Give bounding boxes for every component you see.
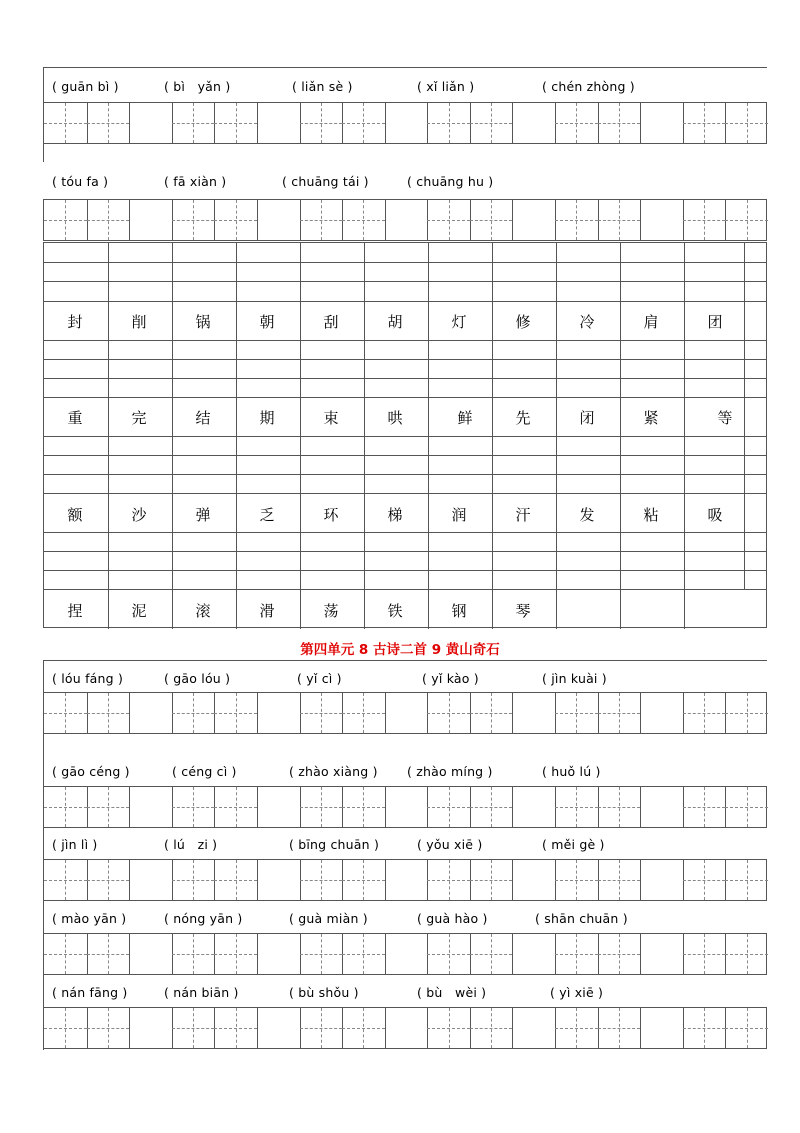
tianzige-box[interactable] [172,934,215,974]
tianzige-box[interactable] [555,1008,598,1048]
tianzige-box[interactable] [300,860,343,900]
table-char: 朝 [259,313,275,331]
table-char: 重 [67,409,83,427]
tianzige-box[interactable] [44,1008,87,1048]
pinyin-label: ( fā xiàn ) [164,174,227,189]
pinyin-label: ( yì xiē ) [550,985,604,1000]
tianzige-box[interactable] [87,693,130,733]
tianzige-box[interactable] [300,200,343,240]
table-char: 刮 [323,313,339,331]
grid-divider [512,200,513,240]
table-char: 弹 [195,506,211,524]
grid-divider [385,934,386,974]
pinyin-label: ( lóu fáng ) [52,671,124,686]
grid-divider [512,934,513,974]
character-table [43,242,767,628]
pinyin-label: ( tóu fa ) [52,174,109,189]
pinyin-label: ( jìn lì ) [52,837,98,852]
grid-divider [257,200,258,240]
tianzige-box[interactable] [87,103,130,143]
tianzige-box[interactable] [87,1008,130,1048]
tianzige-box[interactable] [342,787,385,827]
top-border-line [43,67,767,68]
table-column-rule [744,243,745,589]
grid-divider [385,1008,386,1048]
tianzige-box[interactable] [214,787,257,827]
table-rule [44,532,766,533]
table-column-rule [620,243,621,629]
grid-divider [257,787,258,827]
pinyin-label: ( bù wèi ) [417,985,487,1000]
tianzige-box[interactable] [87,787,130,827]
tianzige-box[interactable] [683,934,726,974]
grid-divider [640,200,641,240]
table-rule [44,378,766,379]
table-char: 削 [131,313,147,331]
pinyin-label: ( yǒu xiē ) [417,837,483,852]
tianzige-box[interactable] [427,200,470,240]
tianzige-box[interactable] [342,200,385,240]
tianzige-box[interactable] [342,103,385,143]
tianzige-box[interactable] [555,693,598,733]
grid-divider [257,693,258,733]
tianzige-box[interactable] [172,1008,215,1048]
pinyin-label: ( shān chuān ) [535,911,628,926]
table-char: 哄 [387,409,403,427]
grid-divider [512,693,513,733]
tianzige-box[interactable] [214,1008,257,1048]
writing-grid-row[interactable] [43,199,767,241]
grid-divider [512,1008,513,1048]
writing-grid-row[interactable] [43,933,767,975]
tianzige-box[interactable] [555,787,598,827]
tianzige-box[interactable] [555,934,598,974]
tianzige-box[interactable] [44,934,87,974]
table-column-rule [556,243,557,629]
tianzige-box[interactable] [470,200,513,240]
table-rule [44,340,766,341]
tianzige-box[interactable] [427,934,470,974]
table-rule [44,436,766,437]
tianzige-box[interactable] [470,787,513,827]
pinyin-label: ( huǒ lú ) [542,764,601,779]
table-char: 锅 [195,313,211,331]
table-char: 吸 [707,506,723,524]
tianzige-box[interactable] [683,103,726,143]
tianzige-box[interactable] [427,103,470,143]
pinyin-label: ( měi gè ) [542,837,605,852]
tianzige-box[interactable] [725,787,768,827]
grid-divider [385,103,386,143]
tianzige-box[interactable] [725,693,768,733]
pinyin-label: ( céng cì ) [172,764,237,779]
tianzige-box[interactable] [555,860,598,900]
tianzige-box[interactable] [87,200,130,240]
grid-divider [257,934,258,974]
grid-divider [385,860,386,900]
grid-divider [129,934,130,974]
grid-divider [385,787,386,827]
grid-divider [640,693,641,733]
tianzige-box[interactable] [342,934,385,974]
pinyin-label: ( guān bì ) [52,79,119,94]
table-char: 发 [579,506,595,524]
grid-divider [385,693,386,733]
table-column-rule [108,243,109,629]
table-char: 沙 [131,506,147,524]
pinyin-row-s2-5 [52,985,772,1005]
table-char: 紧 [643,409,659,427]
grid-divider [385,200,386,240]
pinyin-label: ( chuāng hu ) [407,174,494,189]
table-char: 完 [131,409,147,427]
tianzige-box[interactable] [598,860,641,900]
tianzige-box[interactable] [470,103,513,143]
tianzige-box[interactable] [427,787,470,827]
tianzige-box[interactable] [172,787,215,827]
tianzige-box[interactable] [87,934,130,974]
tianzige-box[interactable] [44,200,87,240]
pinyin-label: ( chuāng tái ) [282,174,369,189]
table-char: 期 [259,409,275,427]
pinyin-label: ( mào yān ) [52,911,127,926]
table-char: 胡 [387,313,403,331]
grid-divider [512,860,513,900]
table-rule [44,493,766,494]
pinyin-label: ( bù shǒu ) [289,985,359,1000]
table-rule [44,455,766,456]
tianzige-box[interactable] [683,200,726,240]
table-rule [44,551,766,552]
table-char: 封 [67,313,83,331]
tianzige-box[interactable] [214,200,257,240]
tianzige-box[interactable] [427,693,470,733]
tianzige-box[interactable] [300,103,343,143]
table-char: 鲜 [457,409,473,427]
table-char: 束 [323,409,339,427]
tianzige-box[interactable] [172,103,215,143]
table-char: 琴 [515,602,531,620]
tianzige-box[interactable] [555,103,598,143]
tianzige-box[interactable] [172,200,215,240]
table-char: 结 [195,409,211,427]
pinyin-label: ( xǐ liǎn ) [417,79,475,94]
pinyin-row-s2-3 [52,837,772,857]
tianzige-box[interactable] [172,693,215,733]
tianzige-box[interactable] [300,693,343,733]
grid-divider [129,693,130,733]
tianzige-box[interactable] [470,693,513,733]
tianzige-box[interactable] [598,1008,641,1048]
writing-grid-row[interactable] [43,102,767,144]
tianzige-box[interactable] [427,860,470,900]
table-char: 先 [515,409,531,427]
table-char: 闭 [579,409,595,427]
tianzige-box[interactable] [470,934,513,974]
pinyin-label: ( nóng yān ) [164,911,243,926]
table-char: 捏 [67,602,83,620]
grid-divider [640,103,641,143]
table-char: 滚 [195,602,211,620]
tianzige-box[interactable] [470,860,513,900]
tianzige-box[interactable] [44,103,87,143]
tianzige-box[interactable] [87,860,130,900]
tianzige-box[interactable] [598,934,641,974]
table-rule [44,262,766,263]
grid-divider [129,200,130,240]
table-char: 梯 [387,506,403,524]
tianzige-box[interactable] [683,787,726,827]
pinyin-label: ( guà miàn ) [289,911,368,926]
tianzige-box[interactable] [44,860,87,900]
section2-top-line [43,660,767,661]
pinyin-label: ( yǐ kào ) [422,671,479,686]
table-char: 荡 [323,602,339,620]
tianzige-box[interactable] [342,1008,385,1048]
pinyin-label: ( bīng chuān ) [289,837,380,852]
pinyin-label: ( gāo céng ) [52,764,130,779]
table-rule [44,397,766,398]
pinyin-label: ( yǐ cì ) [297,671,342,686]
table-char: 泥 [131,602,147,620]
table-column-rule [300,243,301,629]
writing-grid-row[interactable] [43,692,767,734]
table-rule [44,301,766,302]
pinyin-row-s1-1 [52,79,772,99]
grid-divider [257,103,258,143]
tianzige-box[interactable] [683,693,726,733]
table-char: 肩 [643,313,659,331]
table-rule [44,570,766,571]
pinyin-label: ( liǎn sè ) [292,79,353,94]
pinyin-label: ( lú zi ) [164,837,218,852]
tianzige-box[interactable] [725,1008,768,1048]
grid-divider [512,103,513,143]
tianzige-box[interactable] [44,693,87,733]
writing-grid-row[interactable] [43,859,767,901]
table-column-rule [492,243,493,629]
grid-divider [257,1008,258,1048]
table-rule [44,281,766,282]
table-column-rule [172,243,173,629]
tianzige-box[interactable] [598,200,641,240]
tianzige-box[interactable] [725,200,768,240]
unit-heading: 第四单元 8 古诗二首 9 黄山奇石 [300,642,500,658]
table-char: 汗 [515,506,531,524]
tianzige-box[interactable] [598,103,641,143]
table-char: 钢 [451,602,467,620]
grid-divider [640,934,641,974]
table-char: 粘 [643,506,659,524]
table-column-rule [684,243,685,629]
table-rule [44,474,766,475]
grid-divider [129,860,130,900]
tianzige-box[interactable] [44,787,87,827]
pinyin-label: ( jìn kuài ) [542,671,607,686]
tianzige-box[interactable] [683,1008,726,1048]
pinyin-label: ( guà hào ) [417,911,488,926]
pinyin-label: ( chén zhòng ) [542,79,635,94]
grid-divider [129,1008,130,1048]
tianzige-box[interactable] [427,1008,470,1048]
table-rule [44,359,766,360]
grid-divider [640,860,641,900]
table-char: 环 [323,506,339,524]
grid-divider [512,787,513,827]
tianzige-box[interactable] [683,860,726,900]
table-column-rule [364,243,365,629]
writing-grid-row[interactable] [43,1007,767,1049]
tianzige-box[interactable] [300,934,343,974]
tianzige-box[interactable] [598,693,641,733]
grid-divider [640,1008,641,1048]
table-char: 铁 [387,602,403,620]
table-rule [44,589,766,590]
table-column-rule [236,243,237,629]
tianzige-box[interactable] [300,1008,343,1048]
tianzige-box[interactable] [172,860,215,900]
table-char: 团 [707,313,723,331]
table-char: 额 [67,506,83,524]
grid-divider [640,787,641,827]
table-char: 修 [515,313,531,331]
tianzige-box[interactable] [214,693,257,733]
table-column-rule [428,243,429,629]
pinyin-label: ( zhào míng ) [407,764,493,779]
tianzige-box[interactable] [555,200,598,240]
grid-divider [129,103,130,143]
grid-divider [129,787,130,827]
pinyin-label: ( nán fāng ) [52,985,128,1000]
pinyin-label: ( zhào xiàng ) [289,764,378,779]
pinyin-label: ( nán biān ) [164,985,239,1000]
tianzige-box[interactable] [214,860,257,900]
pinyin-label: ( gāo lóu ) [164,671,231,686]
tianzige-box[interactable] [598,787,641,827]
writing-grid-row[interactable] [43,786,767,828]
table-char: 滑 [259,602,275,620]
table-char: 等 [717,409,733,427]
tianzige-box[interactable] [214,103,257,143]
tianzige-box[interactable] [342,693,385,733]
pinyin-row-s2-2 [52,764,772,784]
tianzige-box[interactable] [725,860,768,900]
pinyin-row-s1-2 [52,174,772,194]
table-char: 润 [451,506,467,524]
tianzige-box[interactable] [470,1008,513,1048]
pinyin-row-s2-1 [52,671,772,691]
pinyin-row-s2-4 [52,911,772,931]
tianzige-box[interactable] [725,103,768,143]
table-char: 灯 [451,313,467,331]
tianzige-box[interactable] [214,934,257,974]
table-char: 乏 [259,506,275,524]
grid-divider [257,860,258,900]
tianzige-box[interactable] [725,934,768,974]
pinyin-label: ( bì yǎn ) [164,79,231,94]
tianzige-box[interactable] [342,860,385,900]
tianzige-box[interactable] [300,787,343,827]
table-char: 冷 [579,313,595,331]
